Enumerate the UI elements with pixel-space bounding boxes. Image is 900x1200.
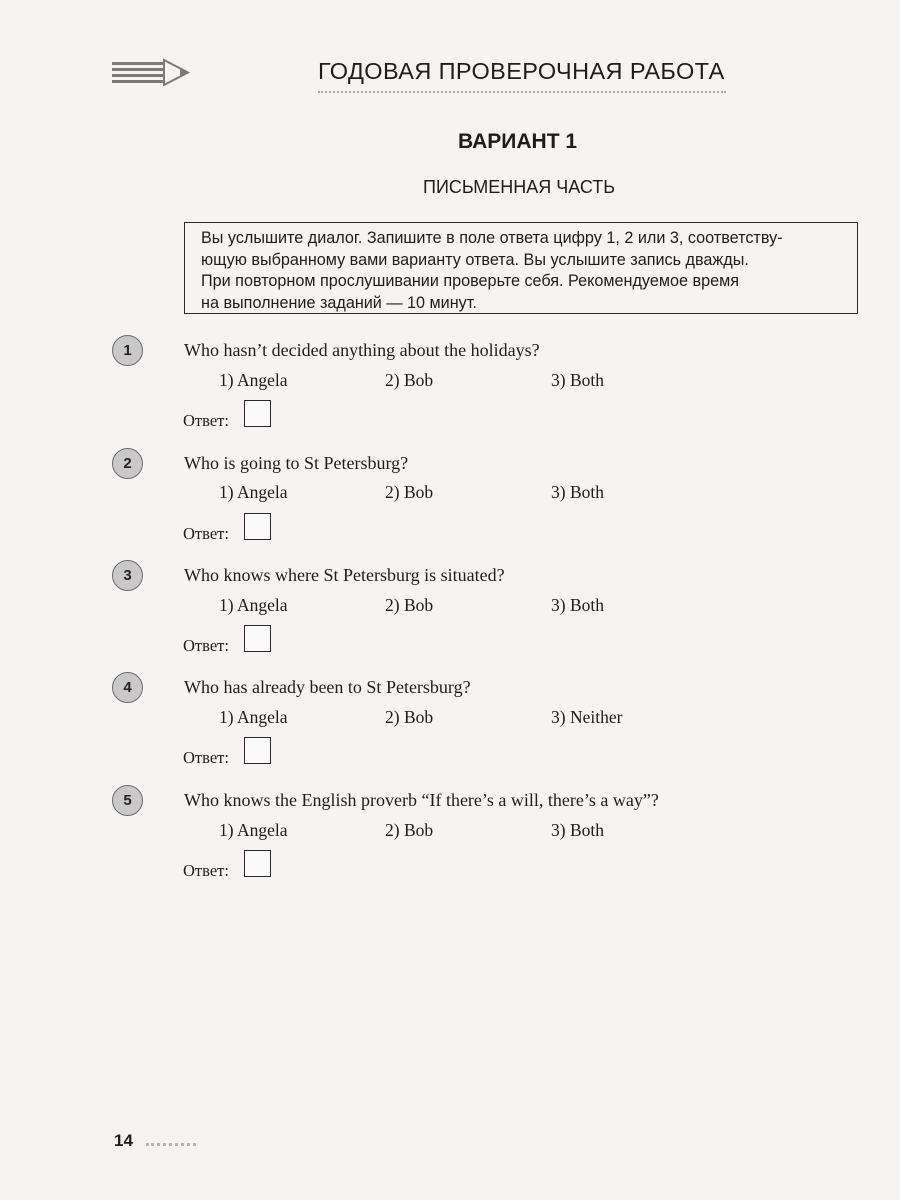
question-number-badge: 2 bbox=[112, 448, 143, 479]
question-text: Who is going to St Petersburg? bbox=[184, 453, 409, 473]
answer-label: Ответ: bbox=[183, 748, 229, 767]
answer-label: Ответ: bbox=[183, 411, 229, 430]
option-1: 1) Angela bbox=[219, 707, 288, 727]
answer-label: Ответ: bbox=[183, 861, 229, 880]
option-3: 3) Neither bbox=[551, 707, 623, 727]
option-3: 3) Both bbox=[551, 820, 604, 840]
question-text: Who knows where St Petersburg is situated? bbox=[184, 565, 505, 585]
option-2: 2) Bob bbox=[385, 707, 434, 727]
question-number-badge: 5 bbox=[112, 785, 143, 816]
title-underline bbox=[318, 91, 726, 93]
question-text: Who has already been to St Petersburg? bbox=[184, 677, 471, 697]
footer-divider bbox=[146, 1143, 196, 1146]
option-2: 2) Bob bbox=[385, 595, 434, 615]
page-title: ГОДОВАЯ ПРОВЕРОЧНАЯ РАБОТА bbox=[318, 58, 725, 84]
option-3: 3) Both bbox=[551, 595, 604, 615]
answer-label: Ответ: bbox=[183, 524, 229, 543]
instructions-line: ющую выбранному вами варианту ответа. Вы услышите запись дважды. bbox=[201, 250, 749, 269]
question-text: Who knows the English proverb “If there’s a will, there’s a way”? bbox=[184, 790, 659, 810]
answer-field[interactable] bbox=[244, 625, 271, 652]
option-3: 3) Both bbox=[551, 370, 604, 390]
answer-field[interactable] bbox=[244, 513, 271, 540]
option-1: 1) Angela bbox=[219, 820, 288, 840]
instructions-line: При повторном прослушивании проверьте себя. Рекомендуемое время bbox=[201, 272, 739, 290]
option-2: 2) Bob bbox=[385, 482, 434, 502]
answer-field[interactable] bbox=[244, 850, 271, 877]
variant-title: ВАРИАНТ 1 bbox=[458, 130, 578, 153]
question-number-badge: 3 bbox=[112, 560, 143, 591]
option-2: 2) Bob bbox=[385, 820, 434, 840]
instructions-line: на выполнение заданий — 10 минут. bbox=[201, 293, 477, 312]
instructions-line: Вы услышите диалог. Запишите в поле ответа цифру 1, 2 или 3, соответству- bbox=[201, 229, 783, 247]
answer-label: Ответ: bbox=[183, 636, 229, 655]
option-1: 1) Angela bbox=[219, 595, 288, 615]
answer-field[interactable] bbox=[244, 737, 271, 764]
instructions-box bbox=[184, 222, 858, 314]
option-2: 2) Bob bbox=[385, 370, 434, 390]
question-text: Who hasn’t decided anything about the holidays? bbox=[184, 340, 540, 360]
section-title: ПИСЬМЕННАЯ ЧАСТЬ bbox=[423, 177, 616, 197]
answer-field[interactable] bbox=[244, 400, 271, 427]
question-number-badge: 1 bbox=[112, 335, 143, 366]
page-number: 14 bbox=[114, 1131, 133, 1150]
option-3: 3) Both bbox=[551, 482, 604, 502]
option-1: 1) Angela bbox=[219, 370, 288, 390]
question-number-badge: 4 bbox=[112, 672, 143, 703]
option-1: 1) Angela bbox=[219, 482, 288, 502]
pencil-icon bbox=[112, 58, 192, 88]
